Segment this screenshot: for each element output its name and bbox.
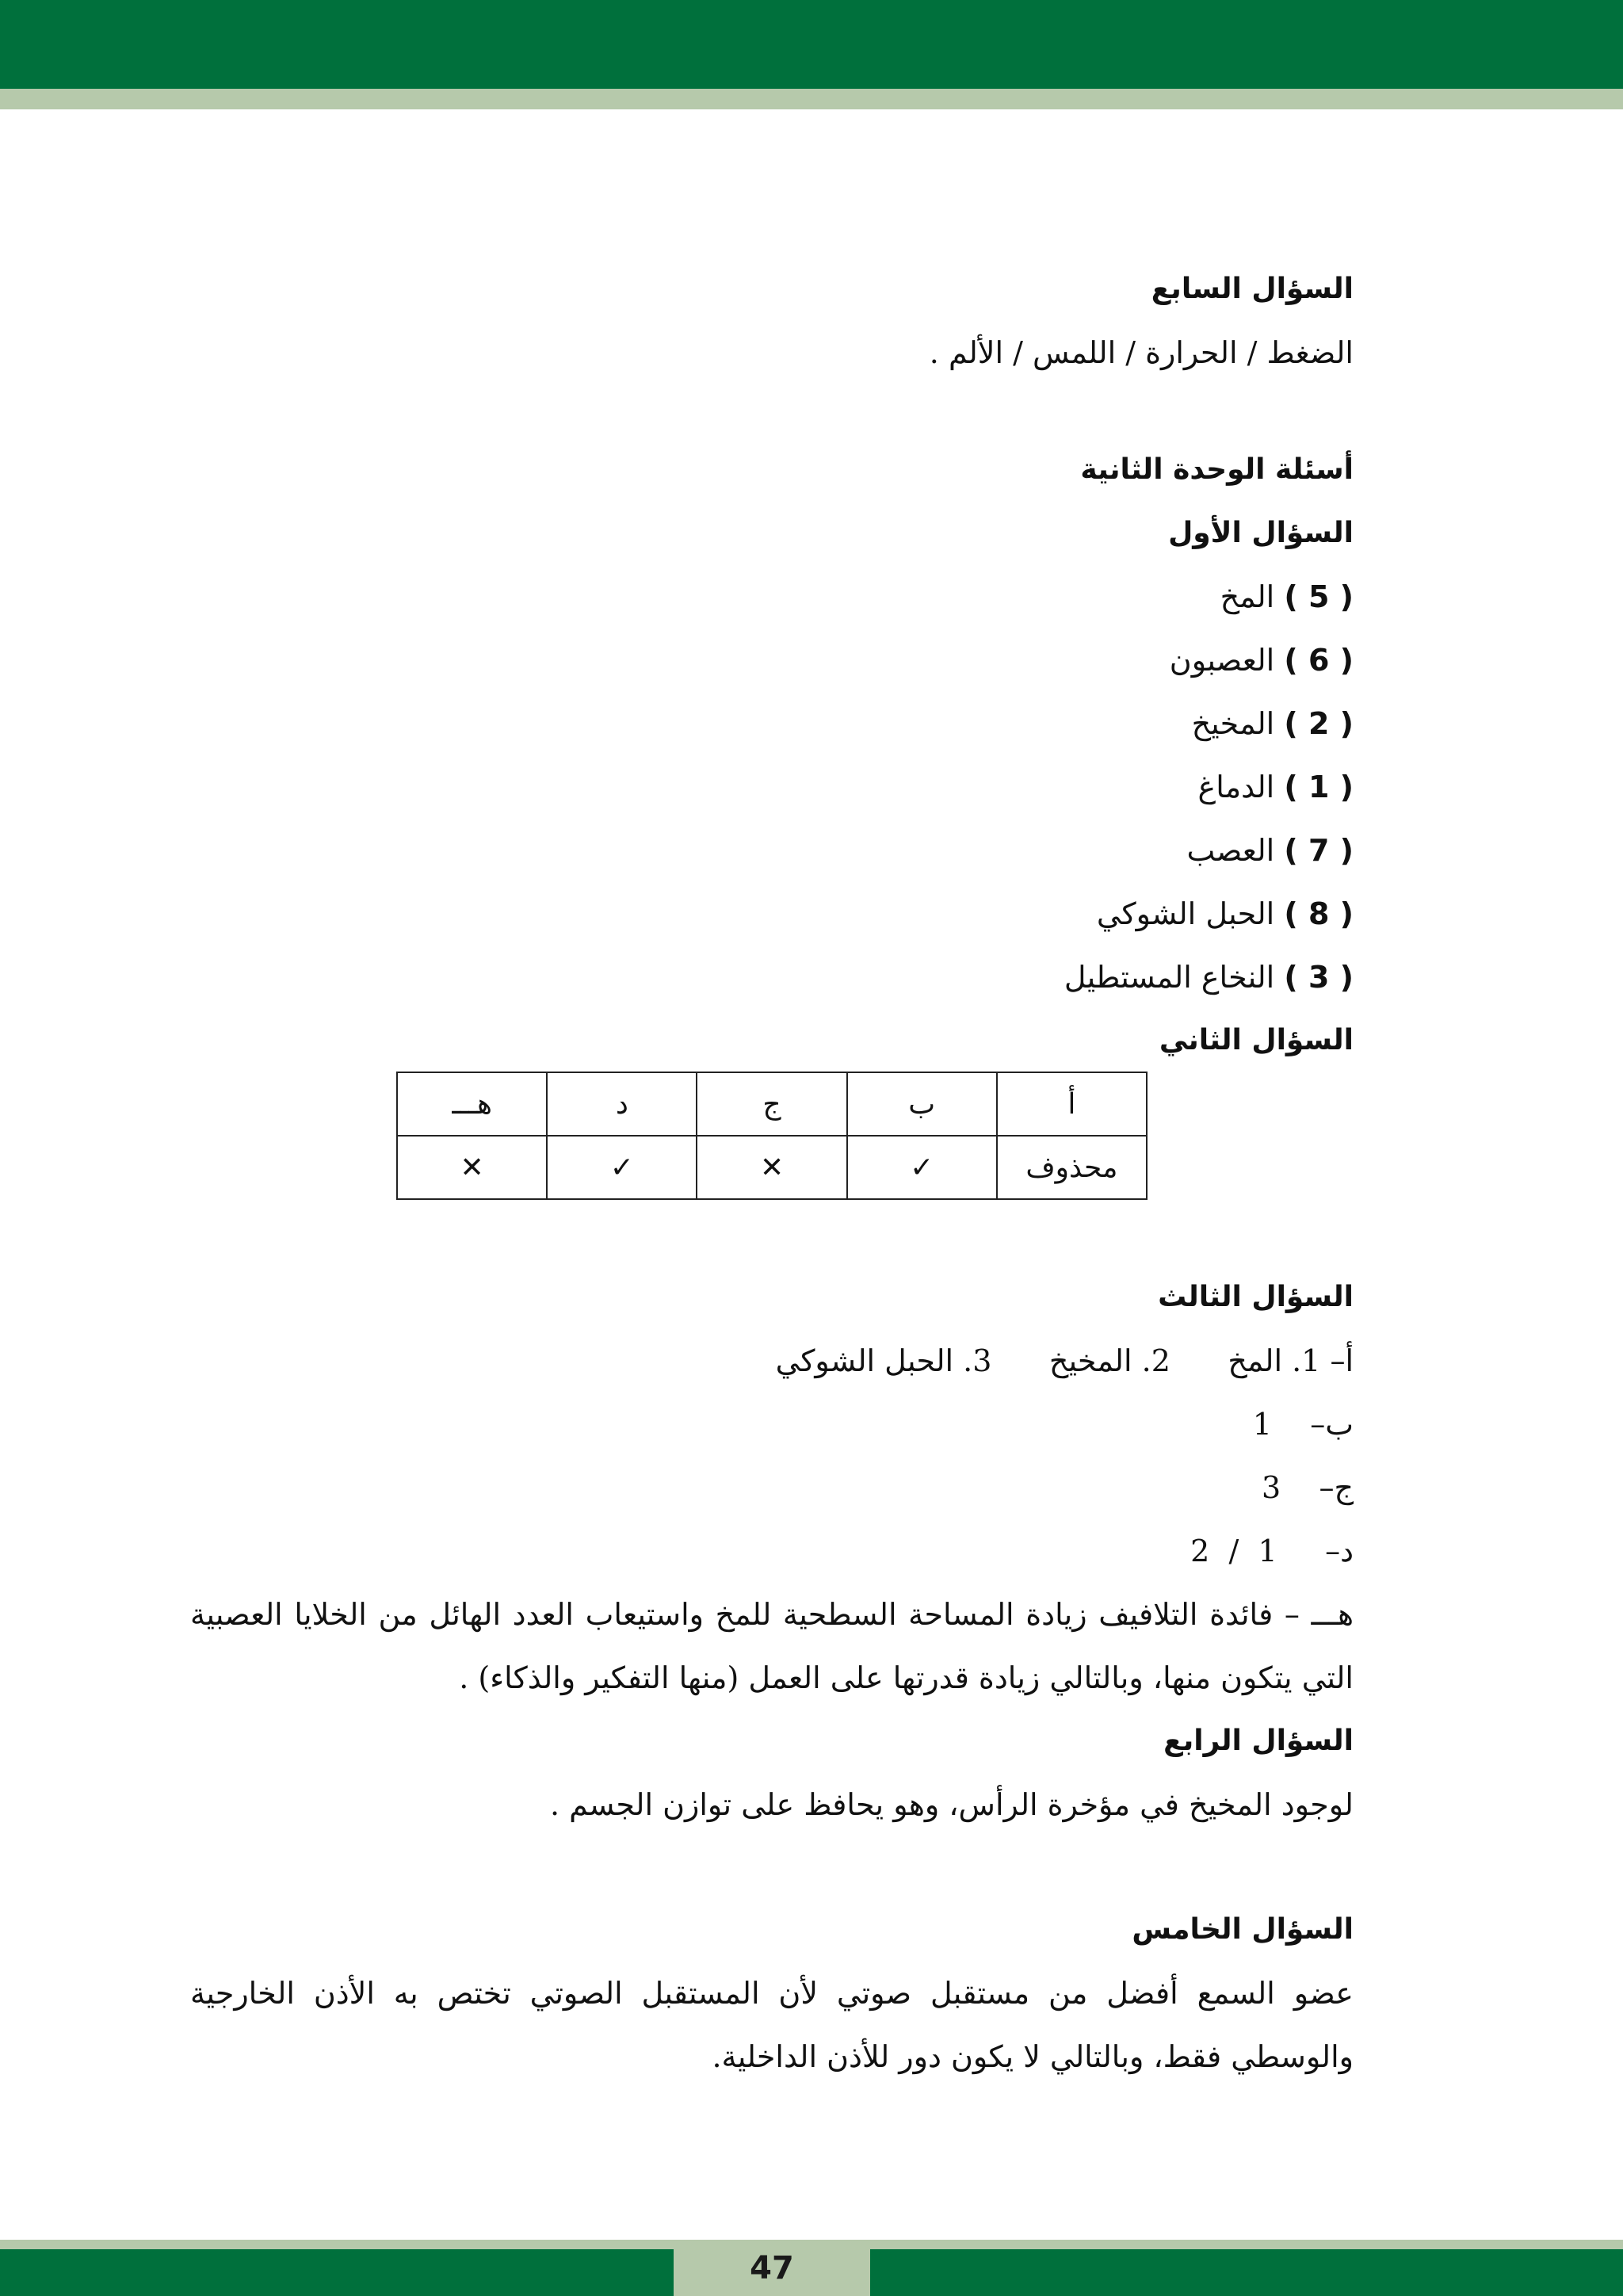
q1-item-text: العصبون bbox=[1169, 643, 1275, 678]
q1-item-number: ( 6 ) bbox=[1284, 643, 1354, 678]
q1-item-number: ( 7 ) bbox=[1284, 833, 1354, 868]
table-header-cell: أ bbox=[997, 1072, 1147, 1136]
q1-item-number: ( 3 ) bbox=[1284, 960, 1354, 995]
q3-answer-e-line2: التي يتكون منها، وبالتالي زيادة قدرتها على العمل (منها التفكير والذكاء) . bbox=[459, 1660, 1354, 1695]
q1-item bbox=[1187, 831, 1354, 870]
q1-item-text: المخ bbox=[1220, 579, 1275, 614]
q7-answer: الضغط / الحرارة / اللمس / الألم . bbox=[929, 335, 1354, 370]
q5-answer-line1: عضو السمع أفضل من مستقبل صوتي لأن المستقبل الصوتي تختص به الأذن الخارجية bbox=[190, 1976, 1354, 2011]
q1-item bbox=[1170, 640, 1354, 680]
unit2-title: أسئلة الوحدة الثانية bbox=[1080, 453, 1354, 486]
q3-answer-b: ب– 1 bbox=[1252, 1407, 1354, 1442]
q7-heading: السؤال السابع bbox=[1151, 273, 1354, 305]
footer-bar-right bbox=[870, 2249, 1623, 2296]
table-cell-check-icon: ✓ bbox=[847, 1136, 997, 1199]
q1-item bbox=[1064, 957, 1354, 997]
q1-item bbox=[1220, 577, 1354, 617]
header-stripe bbox=[0, 89, 1623, 109]
q1-item-number: ( 5 ) bbox=[1284, 579, 1354, 614]
q1-item-number: ( 2 ) bbox=[1284, 706, 1354, 741]
table-cell-cross-icon: ✕ bbox=[697, 1136, 846, 1199]
header-bar bbox=[0, 0, 1623, 89]
table-cell-cross-icon: ✕ bbox=[397, 1136, 547, 1199]
table-row bbox=[397, 1136, 1147, 1199]
q1-item bbox=[1198, 767, 1354, 807]
q1-item-number: ( 1 ) bbox=[1284, 770, 1354, 804]
q3-answer-c: ج– 3 bbox=[1261, 1470, 1354, 1505]
q1-item-text: الدماغ bbox=[1197, 770, 1275, 804]
table-header-cell: د bbox=[547, 1072, 697, 1136]
table-header-cell: هـــ bbox=[397, 1072, 547, 1136]
q2-answer-table bbox=[396, 1072, 1148, 1200]
q1-heading: السؤال الأول bbox=[1168, 517, 1354, 549]
table-header-row bbox=[397, 1072, 1147, 1136]
q1-item-text: الحبل الشوكي bbox=[1096, 896, 1275, 931]
table-cell-check-icon: ✓ bbox=[547, 1136, 697, 1199]
q3-answer-a: أ– 1. المخ 2. المخيخ 3. الحبل الشوكي bbox=[775, 1343, 1354, 1378]
q3-answer-d: د– 1 / 2 bbox=[1190, 1534, 1354, 1568]
q1-item bbox=[1192, 704, 1354, 743]
q3-answer-e-line1: هـــ – فائدة التلافيف زيادة المساحة السطحية للمخ واستيعاب العدد الهائل من الخلايا العصبية bbox=[190, 1597, 1354, 1632]
q4-heading: السؤال الرابع bbox=[1163, 1725, 1354, 1757]
q5-answer-line2: والوسطي فقط، وبالتالي لا يكون دور للأذن الداخلية. bbox=[712, 2039, 1354, 2074]
page-number: 47 bbox=[674, 2240, 870, 2296]
table-header-cell: ب bbox=[847, 1072, 997, 1136]
q5-heading: السؤال الخامس bbox=[1132, 1913, 1354, 1946]
q3-heading: السؤال الثالث bbox=[1158, 1281, 1354, 1313]
q1-item-text: العصب bbox=[1186, 833, 1275, 868]
q1-item bbox=[1097, 894, 1354, 934]
q2-heading: السؤال الثاني bbox=[1159, 1024, 1354, 1056]
table-header-cell: ج bbox=[697, 1072, 846, 1136]
q1-item-number: ( 8 ) bbox=[1284, 896, 1354, 931]
footer-bar-left bbox=[0, 2249, 674, 2296]
q1-item-text: النخاع المستطيل bbox=[1064, 960, 1275, 995]
table-cell: محذوف bbox=[997, 1136, 1147, 1199]
q1-item-text: المخيخ bbox=[1191, 706, 1275, 741]
q4-answer: لوجود المخيخ في مؤخرة الرأس، وهو يحافظ على توازن الجسم . bbox=[550, 1787, 1354, 1822]
